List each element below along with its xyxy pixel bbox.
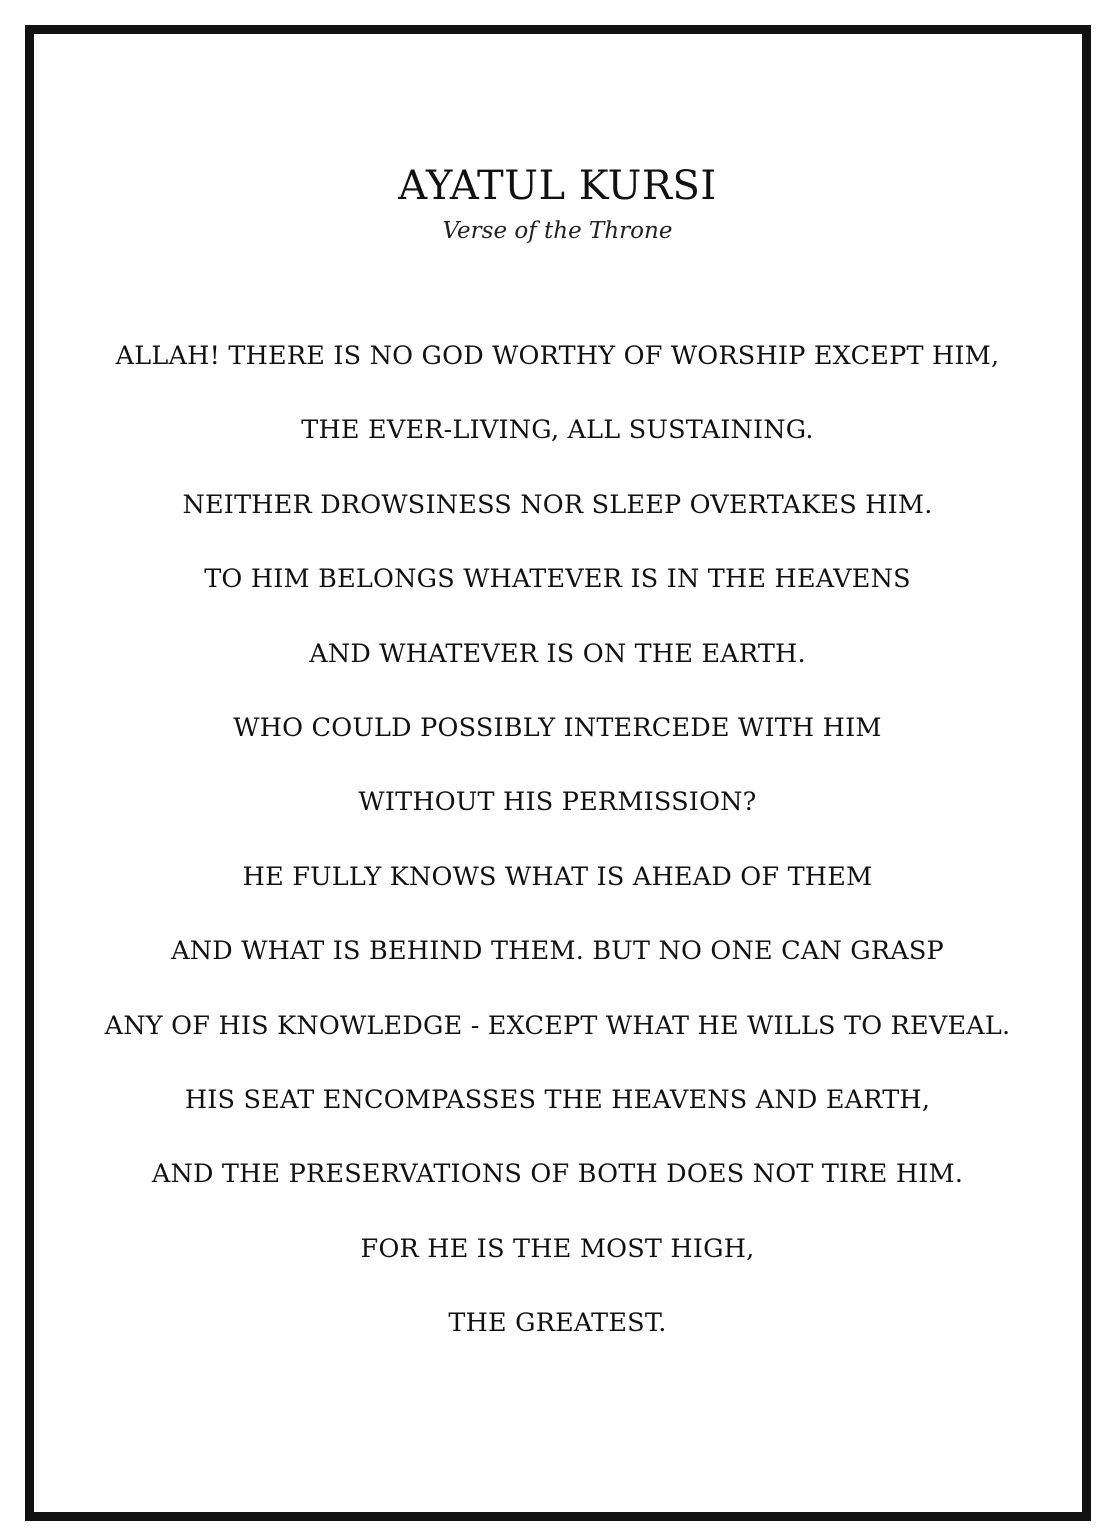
verse-line: HE FULLY KNOWS WHAT IS AHEAD OF THEM	[242, 861, 873, 892]
verse-line: ANY OF HIS KNOWLEDGE - EXCEPT WHAT HE WILLS TO REVEAL.	[104, 1010, 1011, 1041]
verse-line: TO HIM BELONGS WHATEVER IS IN THE HEAVENS	[204, 564, 911, 595]
verse-line: WITHOUT HIS PERMISSION?	[358, 787, 757, 818]
verse-line: AND WHAT IS BEHIND THEM. BUT NO ONE CAN GRASP	[171, 936, 944, 967]
verse-line: NEITHER DROWSINESS NOR SLEEP OVERTAKES HIM.	[182, 489, 933, 520]
verse-line: THE GREATEST.	[448, 1308, 667, 1339]
poster-subtitle: Verse of the Throne	[442, 218, 673, 244]
verse-line: HIS SEAT ENCOMPASSES THE HEAVENS AND EARTH,	[184, 1084, 931, 1115]
verse-line: WHO COULD POSSIBLY INTERCEDE WITH HIM	[233, 712, 882, 743]
verse-text	[40, 332, 1075, 1373]
verse-line: FOR HE IS THE MOST HIGH,	[360, 1233, 755, 1264]
verse-line: ALLAH! THERE IS NO GOD WORTHY OF WORSHIP EXCEPT HIM,	[115, 341, 1000, 371]
verse-line: AND THE PRESERVATIONS OF BOTH DOES NOT TIRE HIM.	[151, 1159, 964, 1190]
poster-title: AYATUL KURSI	[398, 163, 717, 209]
verse-line: THE EVER-LIVING, ALL SUSTAINING.	[301, 415, 814, 446]
verse-line: AND WHATEVER IS ON THE EARTH.	[309, 638, 806, 669]
